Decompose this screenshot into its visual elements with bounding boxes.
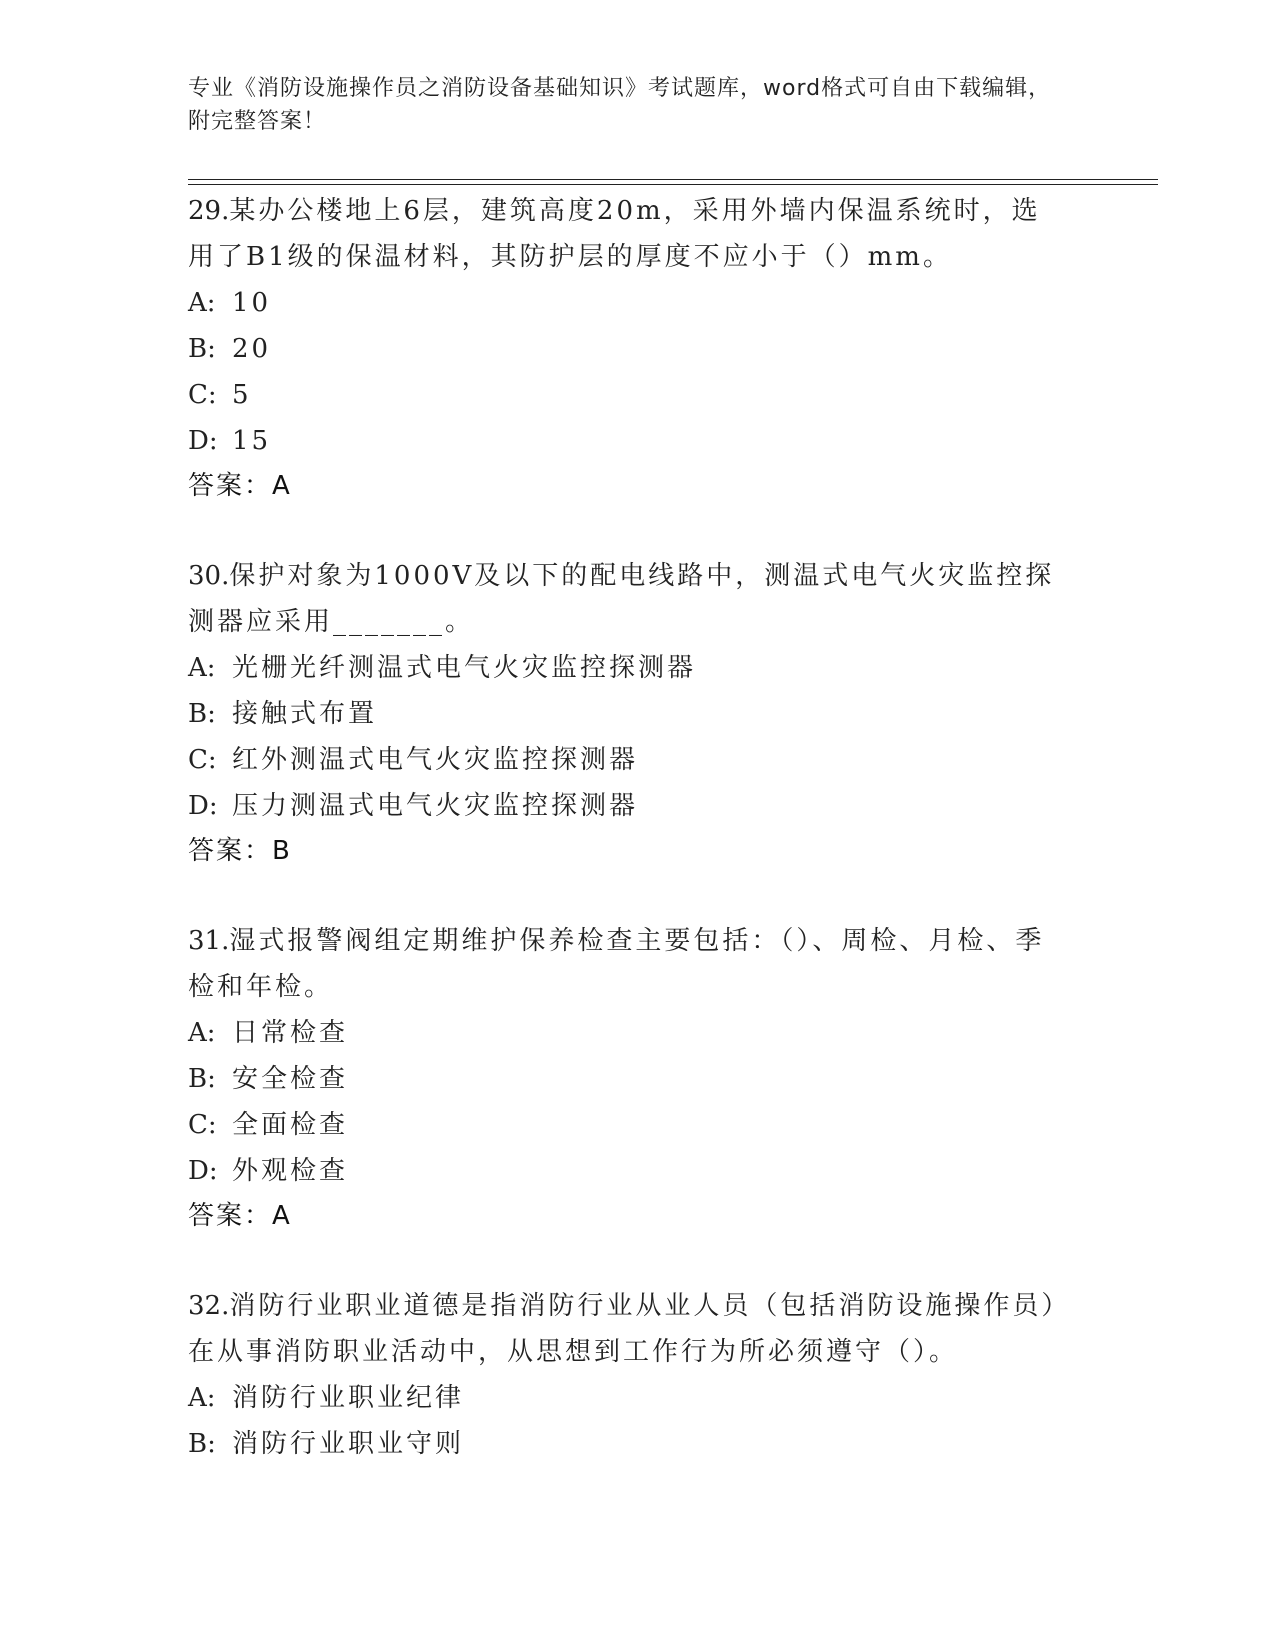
option-b <box>188 326 1068 372</box>
option-letter: B: <box>188 334 216 364</box>
question-body: 湿式报警阀组定期维护保养检查主要包括：（）、周检、月检、季检和年检。 <box>188 926 1045 1002</box>
option-a <box>188 280 1068 326</box>
option-text: 日常检查 <box>232 1018 349 1048</box>
option-letter: C: <box>188 745 217 775</box>
option-letter: D: <box>188 1156 218 1186</box>
header-divider-bottom <box>188 184 1158 185</box>
option-a <box>188 645 1068 691</box>
option-c <box>188 1102 1068 1148</box>
question-30 <box>188 553 1068 873</box>
option-a <box>188 1375 1068 1421</box>
option-text: 15 <box>232 426 272 456</box>
question-text <box>188 188 1068 280</box>
option-letter: D: <box>188 791 218 821</box>
option-text: 外观检查 <box>232 1156 349 1186</box>
option-letter: B: <box>188 699 216 729</box>
option-letter: A: <box>188 653 216 683</box>
option-text: 红外测温式电气火灾监控探测器 <box>232 745 639 775</box>
option-text: 接触式布置 <box>232 699 378 729</box>
question-body: 消防行业职业道德是指消防行业从业人员（包括消防设施操作员）在从事消防职业活动中，从思想到工作行为所必须遵守（）。 <box>188 1291 1058 1367</box>
question-text <box>188 918 1068 1010</box>
option-text: 光栅光纤测温式电气火灾监控探测器 <box>232 653 697 683</box>
answer: 答案：A <box>188 471 292 501</box>
option-letter: A: <box>188 1383 216 1413</box>
question-29 <box>188 188 1068 508</box>
option-letter: A: <box>188 288 216 318</box>
question-32 <box>188 1283 1068 1467</box>
option-text: 安全检查 <box>232 1064 349 1094</box>
question-number: 29. <box>188 196 230 226</box>
option-letter: C: <box>188 380 217 410</box>
option-text: 消防行业职业守则 <box>232 1429 465 1459</box>
option-a <box>188 1010 1068 1056</box>
option-text: 消防行业职业纪律 <box>232 1383 465 1413</box>
option-d <box>188 1148 1068 1194</box>
option-text: 10 <box>232 288 272 318</box>
option-text: 压力测温式电气火灾监控探测器 <box>232 791 639 821</box>
question-number: 31. <box>188 926 230 956</box>
option-text: 5 <box>232 380 252 410</box>
question-31 <box>188 918 1068 1238</box>
option-d <box>188 783 1068 829</box>
option-letter: C: <box>188 1110 217 1140</box>
question-number: 30. <box>188 561 230 591</box>
option-letter: A: <box>188 1018 216 1048</box>
question-text <box>188 553 1068 645</box>
question-body: 某办公楼地上6层，建筑高度20m，采用外墙内保温系统时，选用了B1级的保温材料，其防护层的厚度不应小于（）mm。 <box>188 196 1041 272</box>
option-letter: D: <box>188 426 218 456</box>
header-divider-top <box>188 179 1158 180</box>
option-b <box>188 1421 1068 1467</box>
option-text: 全面检查 <box>232 1110 349 1140</box>
question-text <box>188 1283 1068 1375</box>
option-c <box>188 372 1068 418</box>
option-b <box>188 1056 1068 1102</box>
answer: 答案：A <box>188 1201 292 1231</box>
option-c <box>188 737 1068 783</box>
question-number: 32. <box>188 1291 230 1321</box>
option-letter: B: <box>188 1064 216 1094</box>
question-body: 保护对象为1000V及以下的配电线路中，测温式电气火灾监控探测器应采用_______。 <box>188 561 1055 637</box>
option-letter: B: <box>188 1429 216 1459</box>
option-text: 20 <box>232 334 272 364</box>
option-b <box>188 691 1068 737</box>
document-header: 专业《消防设施操作员之消防设备基础知识》考试题库，word格式可自由下载编辑，附完整答案！ <box>188 76 1052 134</box>
option-d <box>188 418 1068 464</box>
answer: 答案：B <box>188 836 292 866</box>
